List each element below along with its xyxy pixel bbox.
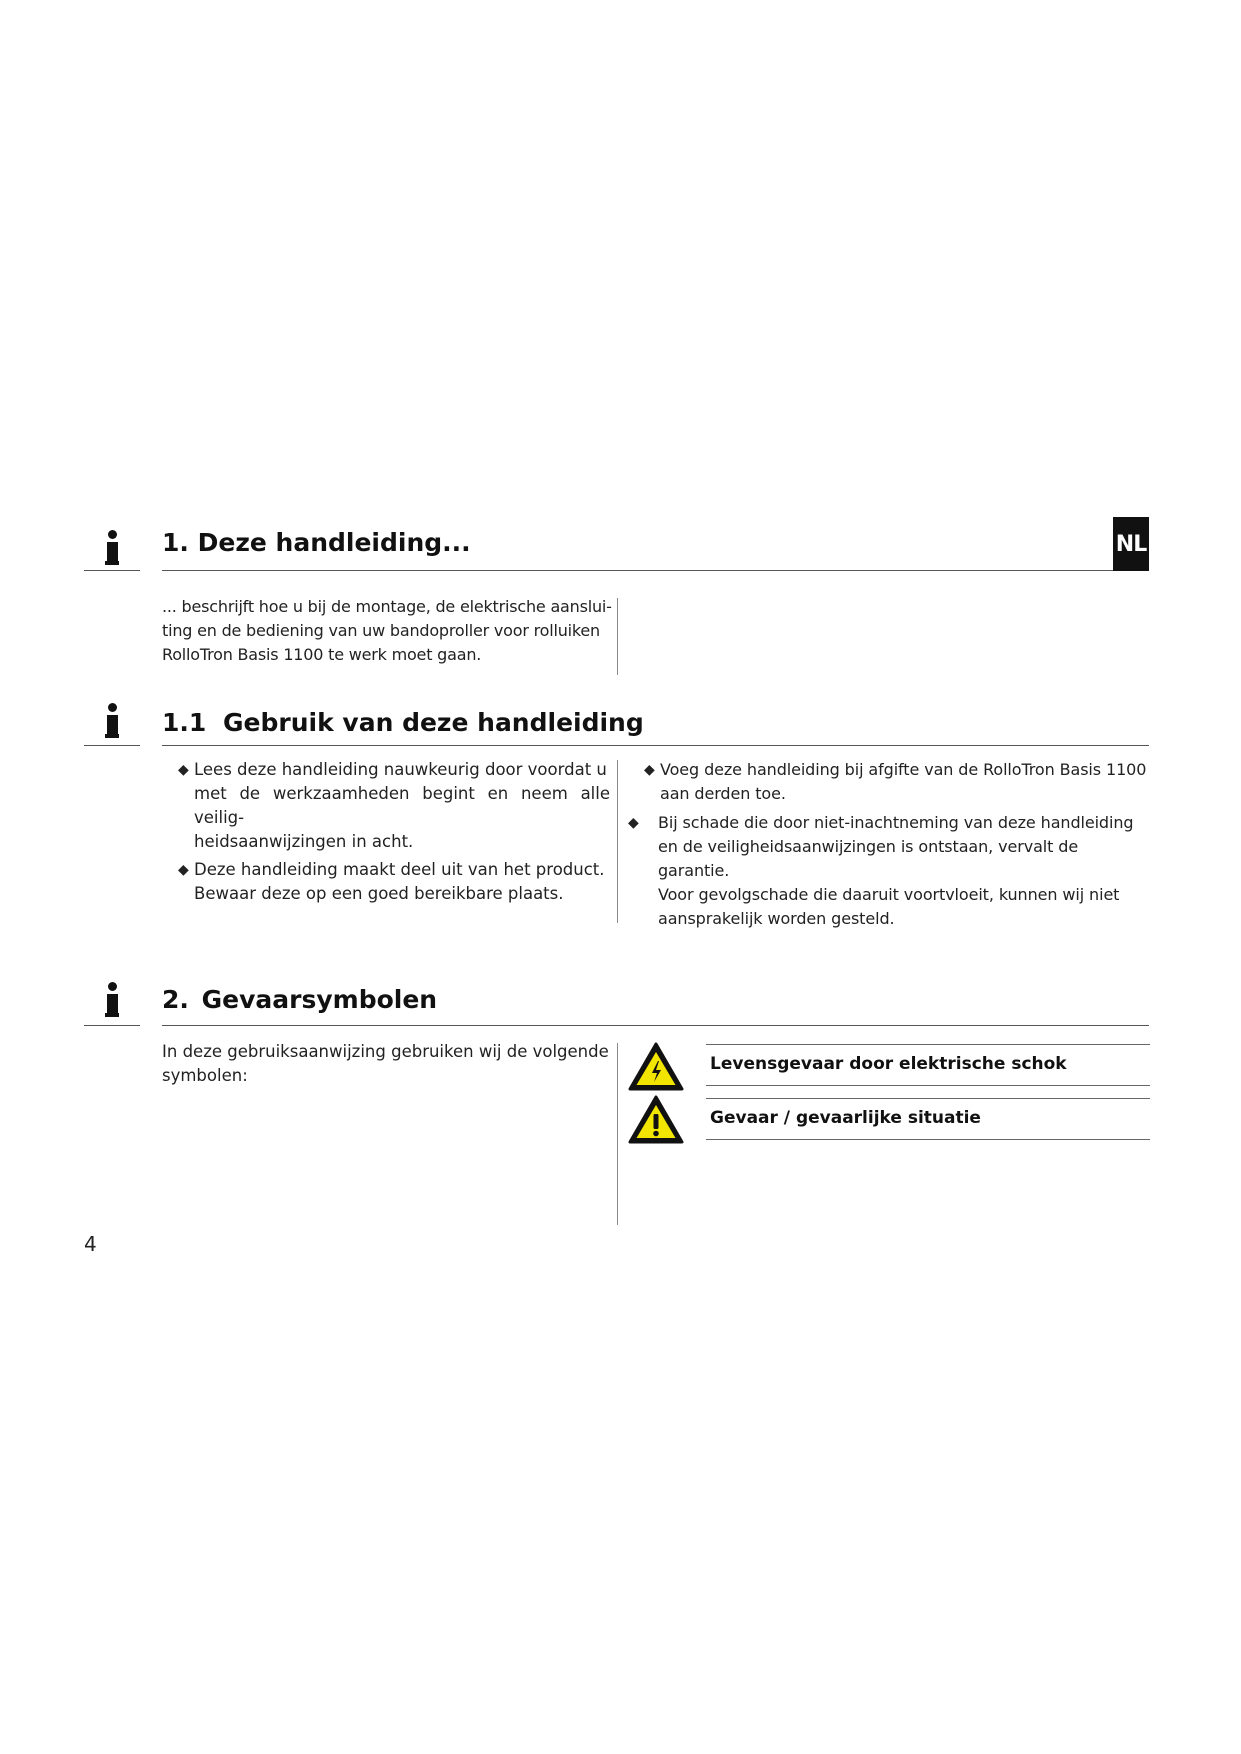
info-icon (105, 530, 119, 566)
bullet-line: Voor gevolgschade die daaruit voortvloeit, kunnen wij niet (658, 885, 1120, 904)
bullet-line: en de veiligheidsaanwijzingen is ontstaan, vervalt de garantie. (658, 837, 1079, 880)
section-1-title: Deze handleiding... (197, 528, 471, 557)
page-number: 4 (84, 1232, 97, 1256)
section-2-line: In deze gebruiksaanwijzing gebruiken wij de volgende (162, 1042, 609, 1061)
symbol-1-bottom-rule (706, 1085, 1150, 1086)
info-icon (105, 982, 119, 1018)
section-1-1-heading (162, 708, 644, 737)
section-1-line: ting en de bediening van uw bandoproller voor rolluiken (162, 621, 600, 640)
section-2-title: Gevaarsymbolen (201, 985, 438, 1014)
bullet-diamond-icon: ◆ (178, 762, 189, 778)
section-2-line: symbolen: (162, 1066, 248, 1085)
bullet-line: aan derden toe. (660, 784, 786, 803)
bullet-item (628, 811, 1150, 931)
info-icon-underline (84, 745, 140, 746)
column-divider (617, 1043, 618, 1225)
section-2-number: 2. (162, 985, 189, 1014)
section-2-rule (162, 1025, 1149, 1026)
bullet-line: met de werkzaamheden begint en neem alle veilig- (194, 784, 610, 827)
bullet-line: Voeg deze handleiding bij afgifte van de RolloTron Basis 1100 (660, 760, 1147, 779)
bullet-line: Lees deze handleiding nauwkeurig door voordat u (194, 760, 607, 779)
symbol-2-bottom-rule (706, 1139, 1150, 1140)
section-1-1-title: Gebruik van deze handleiding (223, 708, 644, 737)
section-1-line: ... beschrijft hoe u bij de montage, de elektrische aanslui- (162, 597, 612, 616)
general-warning-icon (628, 1095, 684, 1145)
section-2-heading (162, 985, 437, 1014)
section-1-number: 1. (162, 528, 189, 557)
section-1-rule (162, 570, 1149, 571)
symbol-1-label: Levensgevaar door elektrische schok (710, 1054, 1067, 1074)
symbol-2-label: Gevaar / gevaarlijke situatie (710, 1108, 981, 1128)
section-1-body (162, 595, 612, 667)
bullet-item (178, 858, 610, 906)
symbol-1-top-rule (706, 1044, 1150, 1045)
bullet-item (178, 758, 610, 854)
electric-shock-warning-icon (628, 1042, 684, 1092)
bullet-diamond-icon: ◆ (178, 862, 189, 878)
section-1-1-rule (162, 745, 1149, 746)
bullet-line: Bewaar deze op een goed bereikbare plaats. (194, 884, 564, 903)
bullet-line: Deze handleiding maakt deel uit van het product. (194, 860, 605, 879)
info-icon-underline (84, 1025, 140, 1026)
bullet-diamond-icon: ◆ (628, 815, 639, 831)
bullet-line: Bij schade die door niet-inachtneming van deze handleiding (658, 813, 1134, 832)
section-1-1-number: 1.1 (162, 708, 207, 737)
bullet-item (644, 758, 1150, 806)
bullet-line: heidsaanwijzingen in acht. (194, 832, 414, 851)
column-divider (617, 760, 618, 923)
column-divider (617, 598, 618, 675)
section-1-line: RolloTron Basis 1100 te werk moet gaan. (162, 645, 482, 664)
bullet-line: aansprakelijk worden gesteld. (658, 909, 895, 928)
symbol-2-top-rule (706, 1098, 1150, 1099)
language-badge: NL (1113, 517, 1149, 571)
info-icon (105, 703, 119, 739)
section-2-body (162, 1040, 612, 1088)
bullet-diamond-icon: ◆ (644, 762, 655, 778)
section-1-1-right-column (628, 758, 1150, 931)
section-1-1-left-column (178, 758, 610, 906)
info-icon-underline (84, 570, 140, 571)
section-1-heading (162, 528, 471, 557)
